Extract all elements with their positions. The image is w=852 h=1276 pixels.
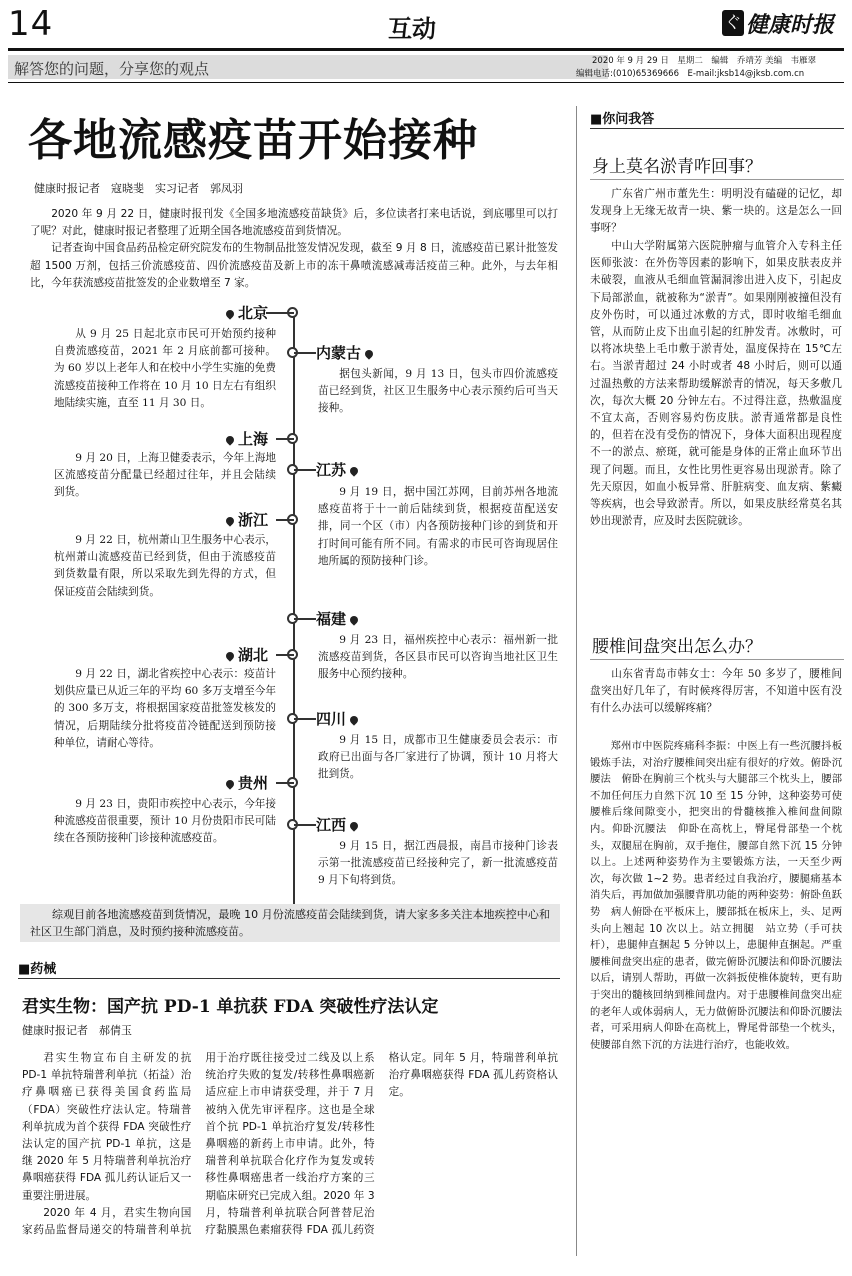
timeline-text-guizhou: 9 月 23 日，贵阳市疾控中心表示，今年接种流感疫苗很重要，预计 10 月份贵阳市民可陆续在各预防接种门诊接种流感疫苗。 <box>54 798 276 845</box>
date-editor: 2020 年 9 月 29 日 星期二 编辑 乔靖芳 美编 韦雁翠 <box>592 56 817 66</box>
timeline-tick <box>294 718 316 720</box>
timeline-text-sichuan: 9 月 15 日，成都市卫生健康委员会表示：市政府已出面与各厂家进行了协调，预计 10 月将大批到货。 <box>318 734 558 781</box>
qa-question-2: 腰椎间盘突出怎么办？ <box>592 637 762 657</box>
timeline-tick <box>294 618 316 620</box>
qa-letter-2: 山东省青岛市韩女士：今年 50 多岁了，腰椎间盘突出好几年了，有时候疼得厉害，不知道中医有没有什么办法可以缓解疼痛？ <box>590 668 842 715</box>
timeline-tick <box>294 824 316 826</box>
timeline-text-jiangsu: 9 月 19 日，据中国江苏网，目前苏州各地流感疫苗将于十一前后陆续到货，根据疫苗配送安排，同一个区（市）内各预防接种门诊的到货和开打时间可能有所不同。有需求的市民可咨询现居住地所属的预防接种门诊。 <box>318 486 558 567</box>
timeline-axis <box>293 312 295 904</box>
city-label-hubei: 湖北 <box>222 644 268 665</box>
location-pin-icon <box>363 348 374 359</box>
location-pin-icon <box>348 465 359 476</box>
location-pin-icon <box>348 714 359 725</box>
medicine-headline: 君实生物：国产抗 PD-1 单抗获 FDA 突破性疗法认定 <box>22 997 439 1017</box>
timeline-text-shanghai: 9 月 20 日，上海卫健委表示，今年上海地区流感疫苗分配量已经超过往年，并且会陆续到货。 <box>54 452 276 499</box>
timeline-tick <box>294 469 316 471</box>
timeline-text-beijing: 从 9 月 25 日起北京市民可开始预约接种自费流感疫苗，2021 年 2 月底前都可接种。为 60 岁以上老年人和在校中小学生实施的免费流感疫苗接种工作将在 10 月 10 日左右有组织地陆续实施，直至 11 月 30 日。 <box>54 328 276 409</box>
city-label-jiangsu: 江苏 <box>316 459 362 480</box>
city-label-guizhou: 贵州 <box>222 772 268 793</box>
qa-answer-2: 郑州市中医院疼痛科李振：中医上有一些沉腰抖板锻炼手法，对治疗腰椎间突出症有很好的疗效。俯卧沉腰法 俯卧在胸前三个枕头与大腿部三个枕头上，腰部不加任何压力自然下沉 10 至 15 分钟，这种姿势可使腰椎后缘间隙变小，把突出的骨髓核推入椎间盘间隙内。仰卧沉腰法 仰卧在高枕上，臀尾骨部垫一个枕头，双腿屈在胸前，双手拖住，腰部自然下沉 15 分钟以上。上述两种姿势作为主要锻炼方法，一天至少两次，每次做 1~2 势。患者经过自我治疗，腰腿痛基本消失后，再加做加强腰背肌功能的两种姿势：俯卧鱼跃势 病人俯卧在平板床上，腰部抵在板床上，头、足两头向上翘起 10 次以上。站立拥腿 站立势（手可扶杆），患腿伸直捆起 5 分钟以上，患腿伸直捆起。严重腰椎间盘突出症的患者，做完俯卧沉腰法和仰卧沉腰法以后，请别人帮助，再做一次斜扳使椎体旋转，更有助于突出的髓核回纳到椎间盘内。对于患腰椎间盘突出症的老年人或体弱病人，无力做俯卧沉腰法和仰卧沉腰法者，可采用病人仰卧在高枕上，臀尾骨部垫一个枕头，使腰部自然下沉的方法进行治疗，也能收效。 <box>590 740 842 1051</box>
summary-box <box>20 904 560 942</box>
location-pin-icon <box>348 614 359 625</box>
location-pin-icon <box>224 778 235 789</box>
timeline-text-hubei: 9 月 22 日，湖北省疾控中心表示：疫苗计划供应量已从近三年的平均 60 多万支增至今年的 300 多万支，将根据国家疫苗批签发核发的情况，后期陆续分批将疫苗冷链配送到预防接种单位，请耐心等待。 <box>54 668 276 749</box>
medicine-paragraph: 2020 年 4 月，君实生物向国家药品监督局递交的特瑞普利单抗用于治疗既往接受过二线及以上系统治疗失败的复发/转移性鼻咽癌新适应症上市申请获受理，并于 7 月被纳入优先审评程序。这也是全球首个抗 PD-1 单抗治疗复发/转移性鼻咽癌的新药上市申请。此外，特瑞普利单抗联合化疗作为复发或转移性鼻咽癌患者一线治疗方案的三期临床研究已完成入组。2020 年 3 月，特瑞普利单抗联合阿普替尼治疗黏膜黑色素瘤获得 FDA 孤儿药资格认定。同年 5 月，特瑞普利单抗治疗鼻咽癌获得 FDA 孤儿药资格认定。 <box>22 1052 558 1237</box>
timeline-tick <box>276 438 294 440</box>
lead <box>30 206 558 292</box>
timeline-text-jiangxi: 9 月 15 日，据江西晨报，南昌市接种门诊表示第一批流感疫苗已经接种完了，新一批流感疫苗 9 月下旬将到货。 <box>318 840 558 887</box>
contact: 编辑电话:(010)65369666 E-mail:jksb14@jksb.com.cn <box>576 69 805 79</box>
qa-section-label: ■你问我答 <box>590 112 655 127</box>
timeline-tick <box>276 519 294 521</box>
header-rule <box>8 48 844 51</box>
logo-text: 健康时报 <box>746 11 835 38</box>
lead-paragraph: 记者查询中国食品药品检定研究院发布的生物制品批签发情况发现，截至 9 月 8 日，流感疫苗已累计批签发超 1500 万剂，包括三价流感疫苗、四价流感疫苗及新上市的冻干鼻喷流感减毒活疫苗三种。此外，与去年相比，今年获流感疫苗批签发的企业数增至 7 家。 <box>30 242 558 289</box>
qa-answer-1: 中山大学附属第六医院肿瘤与血管介入专科主任医师张波：在外伤等因素的影响下，如果皮肤表皮并未破裂，血液从毛细血管漏洞渗出进入皮下，引起皮下局部淤血，就被称为“淤青”。如果刚刚被撞但没有皮外伤时，可以通过冰敷的方式，即时收缩毛细血管，从而防止皮下出血引起的红肿发青。冰敷时，可以将冰块垫上毛巾敷于淤青处，温度保持在 15℃左右。当淤青超过 24 小时或者 48 小时后，则可以通过温热敷的方法来帮助缓解淤青的情况，每天多敷几次，每次大概 20 分钟左右。不过得注意，热敷温度不宜太高，否则容易灼伤皮肤。淤青通常都是良性的，但若在没有受伤的情况下，身体大面积出现程度不一的淤点、瘀斑，就可能是身体的正常止血环节出现了问题。而且，女性比男性更容易出现淤青。除了先天原因，如血小板异常、肝脏病变、血友病、紫癜等疾病，也会导致淤青。所以，如果皮肤经常莫名其妙出现淤青，应及时去医院就诊。 <box>590 240 842 528</box>
timeline-text-fujian: 9 月 23 日，福州疾控中心表示：福州新一批流感疫苗到货，各区县市民可以咨询当地社区卫生服务中心预约接种。 <box>318 634 558 681</box>
qa-question-rule <box>590 179 844 180</box>
city-label-neimenggu: 内蒙古 <box>316 342 377 363</box>
city-label-fujian: 福建 <box>316 608 362 629</box>
qa-question-1: 身上莫名淤青咋回事？ <box>592 157 762 177</box>
medicine-body <box>22 1050 558 1240</box>
medicine-rule <box>18 978 560 979</box>
column-divider <box>576 106 577 1256</box>
city-label-sichuan: 四川 <box>316 708 362 729</box>
city-label-shanghai: 上海 <box>222 428 268 449</box>
location-pin-icon <box>224 650 235 661</box>
location-pin-icon <box>224 515 235 526</box>
timeline-tick <box>294 352 316 354</box>
location-pin-icon <box>224 308 235 319</box>
medicine-paragraph: 君实生物宣布自主研发的抗 PD-1 单抗特瑞普利单抗（拓益）治疗鼻咽癌已获得美国食药监局（FDA）突破性疗法认定。特瑞普利单抗成为首个获得 FDA 突破性疗法认定的国产抗 PD-1 单抗，这是继 2020 年 5 月特瑞普利单抗治疗鼻咽癌获得 FDA 孤儿药认证后又一重要注册进展。 <box>22 1052 192 1202</box>
timeline-text-neimenggu: 据包头新闻，9 月 13 日，包头市四价流感疫苗已经到货，社区卫生服务中心表示预约后可当天接种。 <box>318 368 558 415</box>
timeline-tick <box>276 654 294 656</box>
section-title: 互动 <box>388 14 436 43</box>
masthead-logo <box>722 6 834 40</box>
medicine-byline: 健康时报记者 郝倩玉 <box>22 1024 132 1037</box>
city-label-zhejiang: 浙江 <box>222 509 268 530</box>
city-label-jiangxi: 江西 <box>316 814 362 835</box>
timeline-tick <box>266 312 294 314</box>
qa-letter-1: 广东省广州市董先生：明明没有磕碰的记忆，却发现身上无缘无故青一块、紫一块的。这是怎么一回事呀？ <box>590 188 842 235</box>
medicine-section-label: ■药械 <box>18 962 57 977</box>
qa-question-rule <box>590 659 844 660</box>
byline: 健康时报记者 寇晓斐 实习记者 郭凤羽 <box>34 182 243 195</box>
headline: 各地流感疫苗开始接种 <box>28 115 478 166</box>
timeline-text-zhejiang: 9 月 22 日，杭州萧山卫生服务中心表示，杭州萧山流感疫苗已经到货，但由于流感疫苗到货数量有限，所以采取先到先得的方式，但保证疫苗会陆续到货。 <box>54 534 276 598</box>
qa-rule <box>590 128 844 129</box>
location-pin-icon <box>348 820 359 831</box>
logo-icon: ぐ <box>722 10 744 36</box>
lead-paragraph: 2020 年 9 月 22 日，健康时报刊发《全国多地流感疫苗缺货》后，多位读者打来电话说，到底哪里可以打了呢？对此，健康时报记者整理了近期全国各地流感疫苗到货情况。 <box>30 208 558 238</box>
header-rule-bottom <box>8 82 844 83</box>
city-label-beijing: 北京 <box>222 302 268 323</box>
location-pin-icon <box>224 434 235 445</box>
timeline-tick <box>276 782 294 784</box>
summary-text: 综观目前各地流感疫苗到货情况，最晚 10 月份流感疫苗会陆续到货，请大家多多关注本地疾控中心和社区卫生部门消息，及时预约接种流感疫苗。 <box>30 908 550 938</box>
page-number: 14 <box>8 4 54 44</box>
tagline: 解答您的问题，分享您的观点 <box>14 60 210 78</box>
